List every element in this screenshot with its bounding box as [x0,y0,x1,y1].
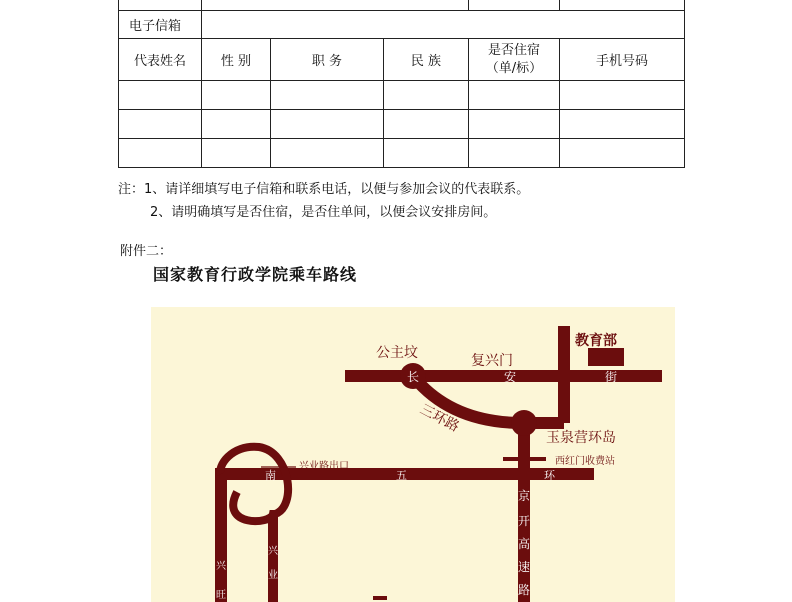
map-label-fuxingmen: 复兴门 [471,353,513,369]
map-label-xing-mid: 兴 [268,546,278,557]
map-label-wu: 五 [396,469,407,482]
email-value-cell [202,11,685,39]
map-label-xihongmen: 西红门收费站 [555,456,615,467]
email-label: 电子信箱 [119,11,202,39]
table-row [119,139,685,168]
form-cell [202,0,469,11]
form-cell [271,81,384,110]
form-cell [469,110,560,139]
form-cell [560,81,685,110]
form-cell [271,110,384,139]
attachment-label: 附件二： [120,244,173,259]
route-title: 国家教育行政学院乘车路线 [153,265,358,284]
header-phone: 手机号码 [560,39,685,81]
form-row-email [119,11,685,39]
form-cell [384,110,469,139]
map-label-gongzhufen: 公主坟 [376,345,418,361]
form-notes [118,178,529,224]
form-cell [469,139,560,168]
form-cell [384,139,469,168]
map-label-su: 速 [518,560,531,574]
form-cell-top-label-right [469,0,560,11]
route-map-graphic [151,307,675,602]
map-label-kai: 开 [518,514,531,528]
form-row-top [119,0,685,11]
map-label-xing-left: 兴 [216,561,226,572]
form-cell [560,139,685,168]
header-ethnicity: 民 族 [384,39,469,81]
form-cell [119,139,202,168]
form-cell [469,81,560,110]
form-cell [202,110,271,139]
header-name: 代表姓名 [119,39,202,81]
note-line-2: 2、请明确填写是否住宿，是否住单间，以便会议安排房间。 [150,205,497,220]
map-label-jing: 京 [518,489,531,503]
map-label-huan: 环 [544,469,555,482]
header-lodging-line1: 是否住宿 [487,42,540,58]
form-cell [271,139,384,168]
map-label-jiaoyubu: 教育部 [575,333,617,349]
route-map [151,307,675,602]
form-cell [119,110,202,139]
form-cell [202,81,271,110]
form-cell [202,139,271,168]
table-row [119,110,685,139]
header-lodging [469,39,560,81]
form-cell [560,0,685,11]
map-label-xingyelu-exit: 兴业路出口 [299,461,349,472]
road-interchange-loop [220,447,288,521]
map-label-ye: 业 [268,570,278,581]
map-label-sanhuan: 三环路 [417,401,462,436]
form-header-row [119,39,685,81]
form-cell-top-label [119,0,202,11]
map-label-nan: 南 [265,469,276,482]
header-lodging-line2: （单/标） [485,60,543,76]
table-row [119,81,685,110]
map-label-jie: 街 [605,370,618,384]
note-line-1: 注：1、请详细填写电子信箱和联系电话，以便与参加会议的代表联系。 [118,182,530,197]
map-label-chang: 长 [407,370,420,384]
map-label-wang: 旺 [216,590,226,601]
form-cell [560,110,685,139]
header-gender: 性 别 [202,39,271,81]
header-position: 职 务 [271,39,384,81]
map-label-yuquanying: 玉泉营环岛 [546,430,616,446]
delegate-form-table [118,0,685,168]
map-label-gao: 高 [518,537,531,551]
junction-yuquanying [511,410,537,436]
map-label-lu: 路 [518,583,531,597]
form-cell [384,81,469,110]
ministry-building-icon [588,348,624,366]
map-label-an: 安 [504,370,517,384]
form-cell [119,81,202,110]
